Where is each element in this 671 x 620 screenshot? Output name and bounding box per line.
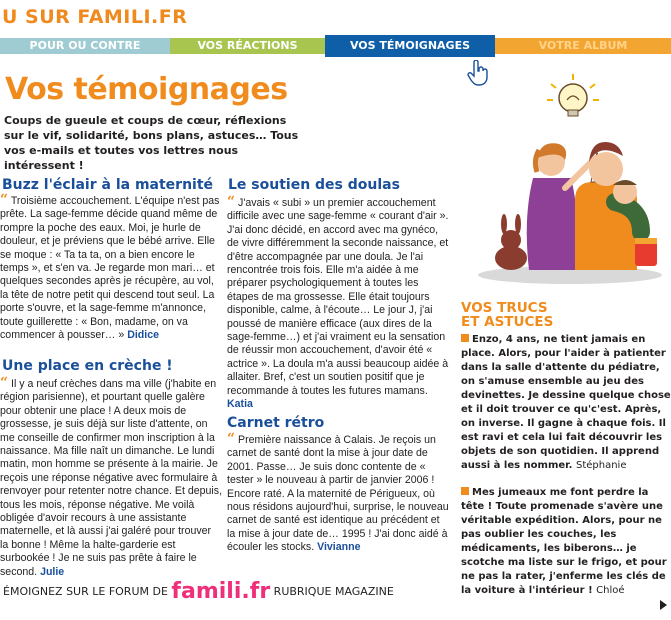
- family-illustration: [455, 70, 670, 285]
- footer-forum-line: [3, 579, 394, 604]
- article-title: Buzz l'éclair à la maternité: [2, 177, 214, 193]
- quote-icon: “: [227, 431, 236, 447]
- section-nav: [0, 38, 671, 58]
- article-title: Carnet rétro: [227, 415, 325, 431]
- article-body: [227, 194, 449, 412]
- next-page-arrow-icon[interactable]: [660, 600, 667, 610]
- quote-icon: “: [0, 192, 9, 208]
- tips-title: [461, 301, 553, 329]
- footer-text: RUBRIQUE MAGAZINE: [273, 585, 394, 598]
- intro-text: Coups de gueule et coups de cœur, réflexions sur le vif, solidarité, bons plans, astuces… Tous vos e-mails et toutes vos lettres nous intéressent !: [4, 114, 299, 172]
- tip-author: Chloé: [596, 585, 625, 596]
- article-text: Troisième accouchement. L'équipe n'est pas prête. La sage-femme décide quand même de rompre la poche des eaux. Moi, je hurle de douleur, et je préviens que le bébé arrive. Elle se moque : « Ta ta ta, on a bien encore le temps », et s'en va. Je regarde mon mari… et quelques secondes après je récupère, au vol, la tête de notre petit qui descend tout seul. La porte s'ouvre, et la sage-femme m'annonce, toute guillerette : « Bon, madame, on va commencer à pousser… »: [0, 195, 220, 342]
- article-text: Première naissance à Calais. Je reçois un carnet de santé dont la mise à jour date de 2001. Passe… Je suis donc contente de « tester » le nouveau à partir de janvier 2006 ! Encore raté. A la maternité de Périgueux, où nous résidons aujourd'hui, surprise, le nouveau carnet de santé est identique au précédent et la mise à jour date de… 1995 ! J'ai donc aidé à écouler les stocks.: [227, 434, 449, 554]
- tab-vos-reactions[interactable]: VOS RÉACTIONS: [170, 38, 325, 54]
- tip-author: Stéphanie: [575, 460, 627, 471]
- article-author: Vivianne: [317, 541, 361, 554]
- article-title: Le soutien des doulas: [228, 177, 400, 193]
- tab-pour-ou-contre[interactable]: POUR OU CONTRE: [0, 38, 170, 54]
- page-title: Vos témoignages: [5, 72, 288, 107]
- article-author: Julie: [40, 565, 65, 578]
- site-header-title: U SUR FAMILI.FR: [2, 6, 188, 28]
- tip-text: Mes jumeaux me font perdre la tête ! Toute promenade s'avère une véritable expédition. Alors, pour ne pas oublier les couches, les médicaments, les biberons… je scotche ma liste sur le frigo, et pour ne pas la rater, j'enferme les clés de la voiture à l'intérieur !: [461, 487, 667, 596]
- article-body: [0, 192, 222, 342]
- tip-item: [461, 486, 671, 598]
- footer-text: ÉMOIGNEZ SUR LE FORUM DE: [3, 585, 168, 598]
- article-body: [227, 431, 449, 555]
- quote-icon: “: [227, 194, 236, 210]
- tab-votre-album[interactable]: VOTRE ALBUM: [495, 38, 671, 54]
- famili-logo[interactable]: famili.fr: [171, 579, 271, 604]
- tab-vos-temoignages[interactable]: VOS TÉMOIGNAGES: [325, 35, 495, 57]
- article-text: Il y a neuf crèches dans ma ville (j'habite en région parisienne), et pourtant quelle galère pour obtenir une place ! A deux mois de grossesse, je suis déjà sur liste d'attente, on me conseille de confirmer mon inscription à la naissance. Ma fille naît un dimanche. Le lundi matin, mon homme se présente à la mairie. Je reçois une réponse négative avec formulaire à renvoyer pour retenter notre chance. Et depuis, tous les mois, réponse négative. Me voilà obligée d'avoir recours à une assistante maternelle, et là aussi j'ai galéré pour trouver la bonne ! Même la halte-garderie est surbookée ! Je ne suis pas prête à faire le second.: [0, 378, 223, 578]
- tip-item: [461, 333, 671, 473]
- article-text: J'avais « subi » un premier accouchement difficile avec une sage-femme « courant d'air ». J'ai donc décidé, en accord avec ma gynéco, de vivre différemment la seconde naissance, et d'être accompagnée par une doula. Je l'ai rencontrée trois fois. Elle m'a aidée à me préparer psychologiquement à toutes les étapes de ma grossesse. Elle était toujours disponible, calme, à l'écoute… Le jour J, j'ai poussé de manière efficace (aux dires de la sage-femme…) et j'ai vraiment eu la sensation de réussir mon accouchement, d'avoir été « actrice ». La doula m'a aussi beaucoup aidée à allaiter. Bref, c'est un soutien positif que je recommande à toutes les futures mamans.: [227, 197, 449, 397]
- article-author: Katia: [227, 398, 253, 411]
- bullet-square-icon: [461, 334, 469, 342]
- article-body: [0, 375, 223, 579]
- tip-text: Enzo, 4 ans, ne tient jamais en place. Alors, pour l'aider à patienter dans la salle d'attente du pédiatre, on s'amuse ensemble au jeu des devinettes. Je dessine quelque chose et il doit trouver ce qu'c'est. Après, on inverse. Il gagne à chaque fois. Il est ravi et cela lui fait découvrir les objets de son quotidien. Il apprend aussi à les nommer.: [461, 334, 671, 471]
- tips-title-line: ET ASTUCES: [461, 314, 554, 330]
- tips-title-line: VOS TRUCS: [461, 300, 548, 316]
- bullet-square-icon: [461, 487, 469, 495]
- quote-icon: “: [0, 375, 9, 391]
- article-author: Didice: [127, 329, 159, 342]
- article-title: Une place en crèche !: [2, 358, 173, 374]
